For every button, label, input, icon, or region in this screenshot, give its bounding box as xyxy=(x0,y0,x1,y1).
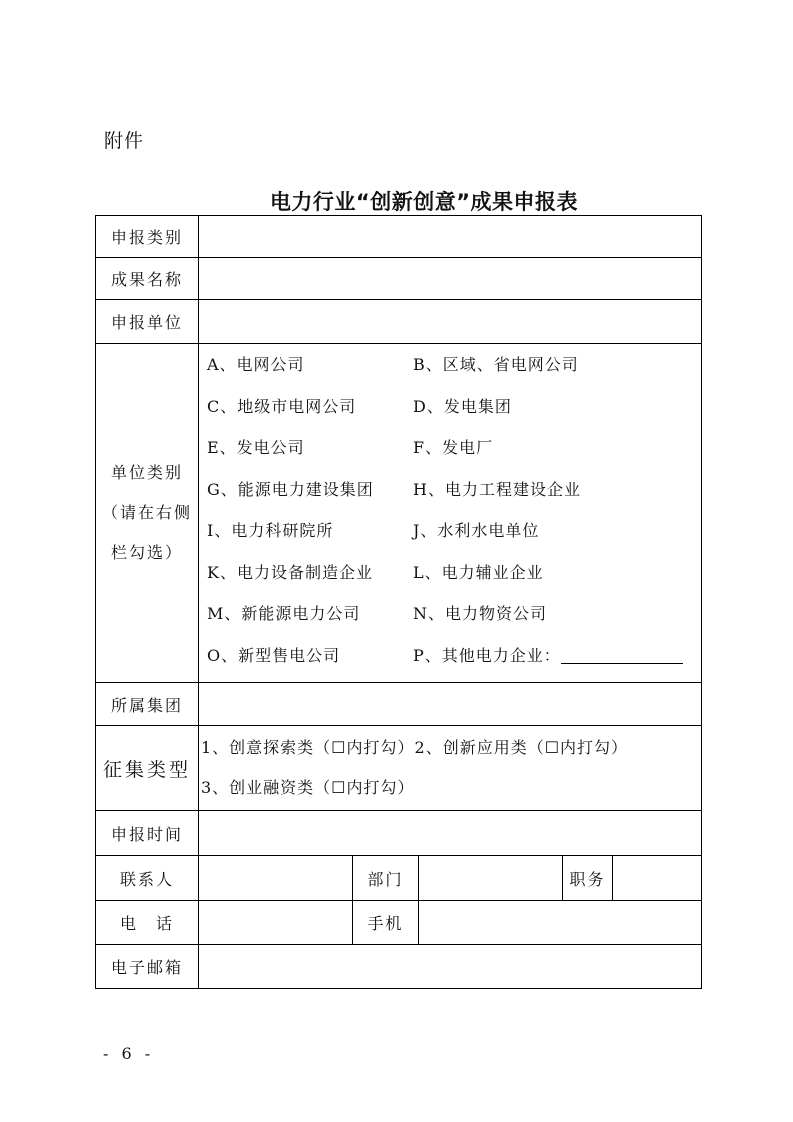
declare-time-field[interactable] xyxy=(199,811,702,856)
achievement-name-field[interactable] xyxy=(199,258,702,300)
department-field[interactable] xyxy=(419,856,563,901)
unit-type-label xyxy=(96,344,199,683)
unit-type-options xyxy=(199,344,702,683)
mobile-label: 手机 xyxy=(353,901,419,945)
declare-category-label: 申报类别 xyxy=(96,216,199,258)
row-collection-type xyxy=(96,726,702,811)
declare-unit-field[interactable] xyxy=(199,300,702,344)
unit-type-option-other[interactable] xyxy=(413,641,701,683)
unit-type-label-line1: 单位类别 xyxy=(110,463,183,482)
application-form-table xyxy=(95,215,702,989)
attachment-label: 附件 xyxy=(104,130,145,152)
position-label: 职务 xyxy=(563,856,613,901)
unit-type-option[interactable]: A、电网公司 xyxy=(207,355,305,374)
group-field[interactable] xyxy=(199,683,702,726)
unit-type-option[interactable]: N、电力物资公司 xyxy=(413,604,548,623)
declare-time-label: 申报时间 xyxy=(96,811,199,856)
unit-type-option[interactable]: J、水利水电单位 xyxy=(413,521,540,540)
phone-label: 电 话 xyxy=(96,901,199,945)
row-achievement-name xyxy=(96,258,702,300)
email-field[interactable] xyxy=(199,945,702,989)
contact-label: 联系人 xyxy=(96,856,199,901)
unit-type-option-other-label: P、其他电力企业： xyxy=(413,645,561,665)
row-group xyxy=(96,683,702,726)
collection-type-options xyxy=(199,726,702,811)
row-unit-type xyxy=(96,344,702,683)
achievement-name-label: 成果名称 xyxy=(96,258,199,300)
department-label: 部门 xyxy=(353,856,419,901)
collection-type-line2[interactable]: 3、创业融资类（☐内打勾） xyxy=(201,778,415,797)
declare-category-field[interactable] xyxy=(199,216,702,258)
unit-type-option[interactable]: M、新能源电力公司 xyxy=(207,604,361,623)
row-email xyxy=(96,945,702,989)
unit-type-option[interactable]: H、电力工程建设企业 xyxy=(413,479,581,499)
form-title: 电力行业“创新创意”成果申报表 xyxy=(269,190,579,214)
group-label: 所属集团 xyxy=(96,683,199,726)
unit-type-option[interactable]: D、发电集团 xyxy=(413,396,512,416)
row-declare-category xyxy=(96,216,702,258)
unit-type-label-line2: （请在右侧 xyxy=(101,503,192,522)
unit-type-label-line3: 栏勾选） xyxy=(110,543,183,562)
unit-type-option[interactable]: C、地级市电网公司 xyxy=(207,396,357,416)
unit-type-option[interactable]: B、区域、省电网公司 xyxy=(413,355,579,374)
unit-type-option[interactable]: O、新型售电公司 xyxy=(207,645,341,665)
unit-type-option[interactable]: F、发电厂 xyxy=(413,438,494,457)
unit-type-option[interactable]: I、电力科研院所 xyxy=(207,521,334,540)
contact-field[interactable] xyxy=(199,856,353,901)
collection-type-line1[interactable]: 1、创意探索类（☐内打勾）2、创新应用类（☐内打勾） xyxy=(201,738,629,757)
email-label: 电子邮箱 xyxy=(96,945,199,989)
collection-type-label: 征集类型 xyxy=(96,726,199,811)
declare-unit-label: 申报单位 xyxy=(96,300,199,344)
unit-type-option[interactable]: G、能源电力建设集团 xyxy=(207,479,374,499)
unit-type-option[interactable]: L、电力辅业企业 xyxy=(413,562,544,582)
unit-type-option[interactable]: K、电力设备制造企业 xyxy=(207,562,373,582)
other-unit-blank-line[interactable] xyxy=(561,645,683,664)
row-phone xyxy=(96,901,702,945)
row-contact xyxy=(96,856,702,901)
unit-type-option[interactable]: E、发电公司 xyxy=(207,438,305,457)
page-number: - 6 - xyxy=(103,1044,155,1063)
row-declare-time xyxy=(96,811,702,856)
phone-field[interactable] xyxy=(199,901,353,945)
row-declare-unit xyxy=(96,300,702,344)
mobile-field[interactable] xyxy=(419,901,702,945)
position-field[interactable] xyxy=(613,856,702,901)
